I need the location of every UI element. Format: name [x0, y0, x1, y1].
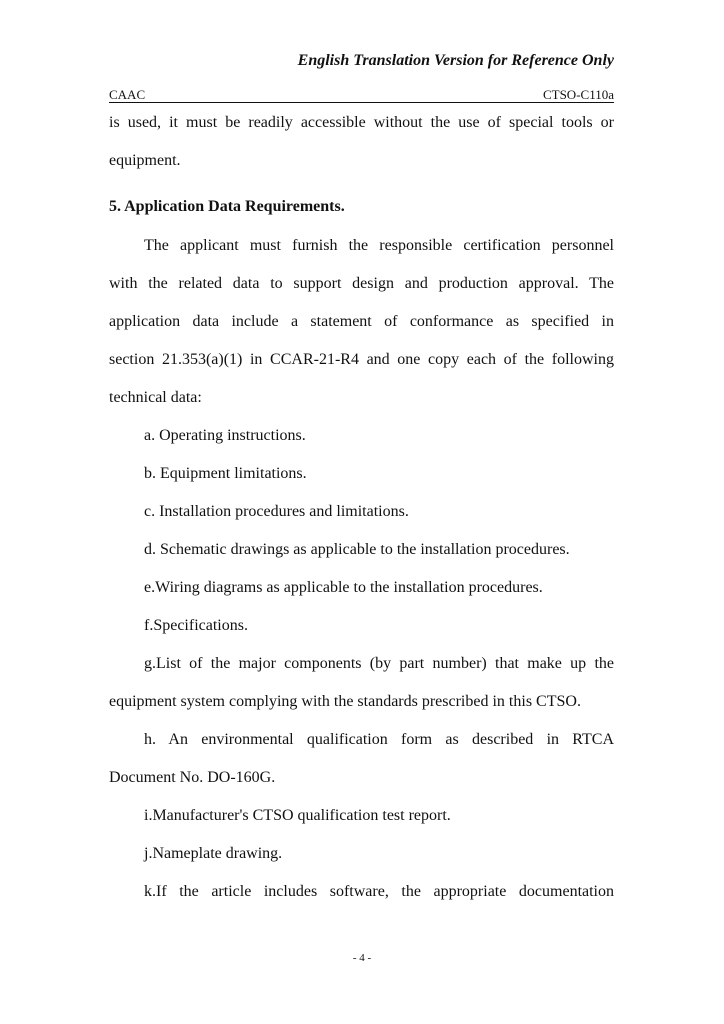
- list-item: a. Operating instructions.: [144, 427, 306, 444]
- page-number: - 4 -: [352, 952, 372, 964]
- list-item: c. Installation procedures and limitations.: [144, 503, 409, 520]
- text-line: equipment.: [109, 152, 181, 169]
- list-item: h. An environmental qualification form as described in RTCA: [144, 731, 614, 748]
- header-rule: [109, 102, 614, 103]
- text-line: application data include a statement of conformance as specified in: [109, 313, 614, 330]
- translation-banner: English Translation Version for Reference Only: [297, 52, 614, 69]
- text-line: equipment system complying with the standards prescribed in this CTSO.: [109, 693, 581, 710]
- section-heading: 5. Application Data Requirements.: [109, 198, 345, 215]
- header-document-id: CTSO-C110a: [542, 87, 614, 102]
- header-agency: CAAC: [109, 87, 146, 102]
- list-item: g.List of the major components (by part number) that make up the: [144, 655, 614, 672]
- text-line: is used, it must be readily accessible without the use of special tools or: [109, 114, 614, 131]
- text-line: with the related data to support design and production approval. The: [109, 275, 614, 292]
- text-line: technical data:: [109, 389, 202, 406]
- list-item: k.If the article includes software, the appropriate documentation: [144, 883, 614, 900]
- text-line: Document No. DO-160G.: [109, 769, 276, 786]
- text-line: section 21.353(a)(1) in CCAR-21-R4 and one copy each of the following: [109, 351, 614, 368]
- list-item: d. Schematic drawings as applicable to the installation procedures.: [144, 541, 570, 558]
- list-item: i.Manufacturer's CTSO qualification test report.: [144, 807, 451, 824]
- list-item: f.Specifications.: [144, 617, 248, 634]
- list-item: b. Equipment limitations.: [144, 465, 307, 482]
- list-item: j.Nameplate drawing.: [144, 845, 283, 862]
- list-item: e.Wiring diagrams as applicable to the installation procedures.: [144, 579, 543, 596]
- text-line: The applicant must furnish the responsible certification personnel: [144, 237, 614, 254]
